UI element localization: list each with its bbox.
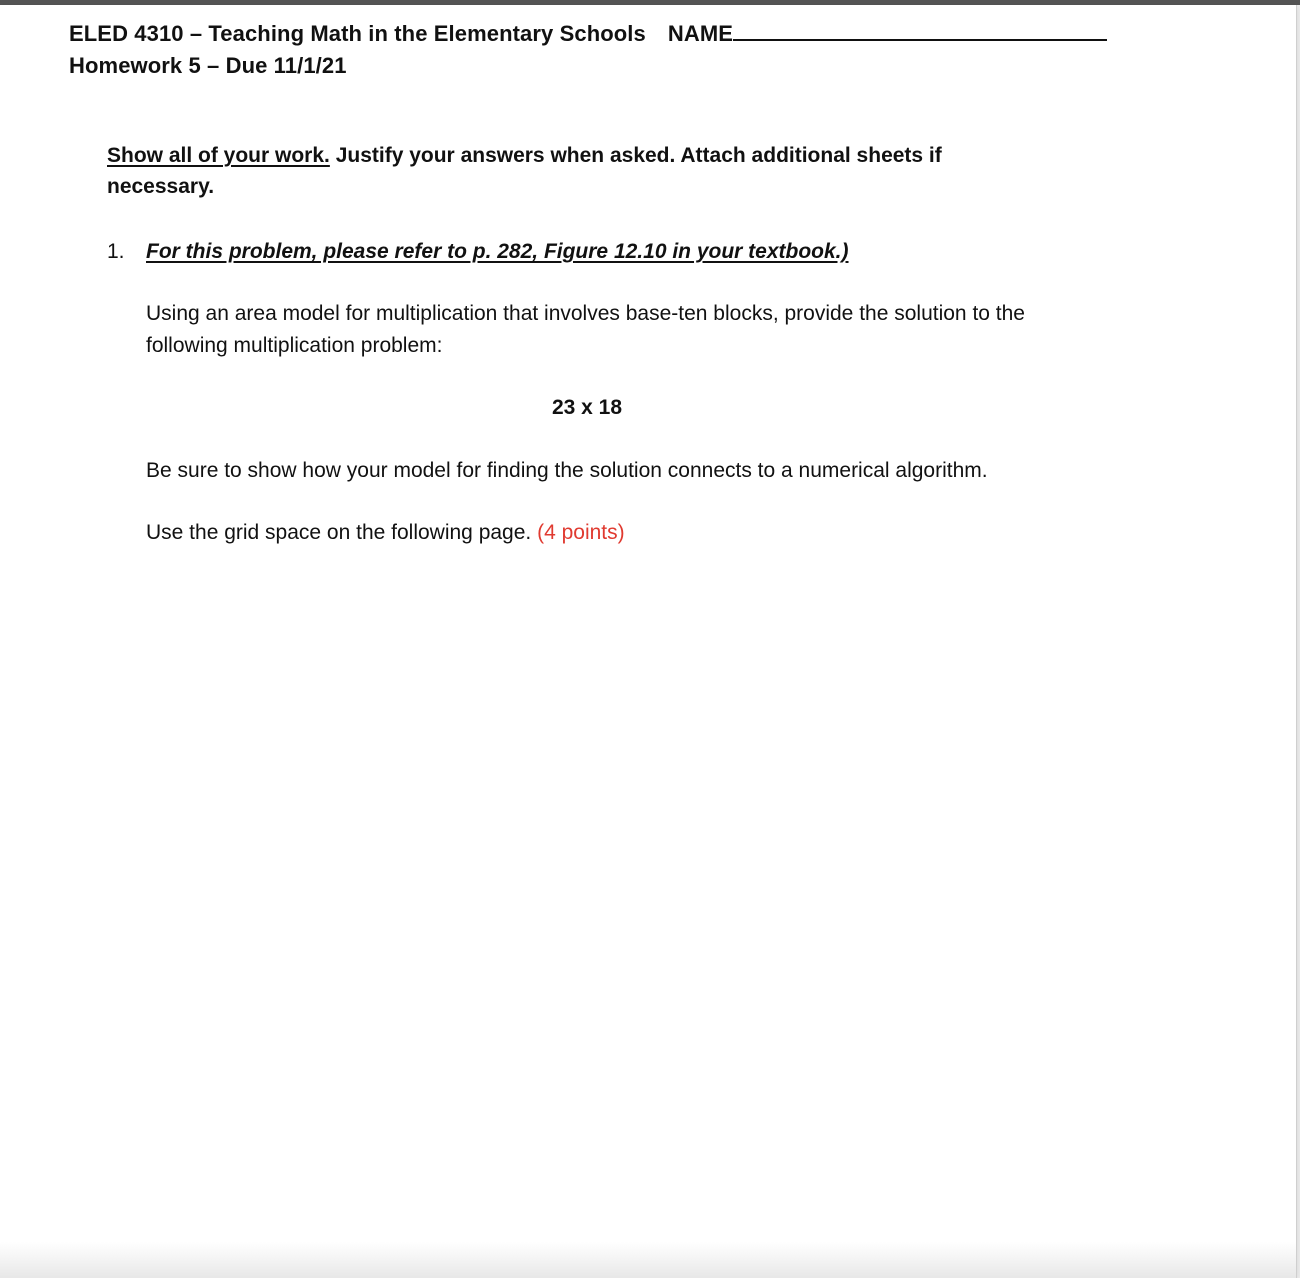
grid-space-instruction (146, 517, 625, 549)
textbook-reference: For this problem, please refer to p. 282, Figure 12.10 in your textbook.) (146, 240, 849, 263)
page-bottom-shadow (0, 1242, 1296, 1278)
name-blank-line (733, 20, 1107, 41)
homework-page (0, 5, 1297, 1278)
algorithm-connection-instruction: Be sure to show how your model for finding the solution connects to a numerical algorithm. (146, 459, 988, 482)
question-prompt: Using an area model for multiplication that involves base-ten blocks, provide the solution to the following multiplication problem: (146, 302, 1025, 357)
assignment-header: Homework 5 – Due 11/1/21 (69, 53, 347, 78)
multiplication-problem: 23 x 18 (551, 396, 623, 419)
points-value: (4 points) (537, 521, 625, 544)
course-title: ELED 4310 – Teaching Math in the Elementary Schools (69, 21, 646, 46)
question-number: 1. (107, 240, 125, 263)
instruction-details: Justify your answers when asked. Attach additional sheets if necessary. (107, 144, 942, 198)
general-instructions (107, 140, 1037, 202)
grid-space-text: Use the grid space on the following page. (146, 521, 532, 544)
show-work-instruction: Show all of your work. (107, 144, 330, 167)
name-label: NAME (667, 21, 734, 46)
course-header (69, 19, 1107, 49)
